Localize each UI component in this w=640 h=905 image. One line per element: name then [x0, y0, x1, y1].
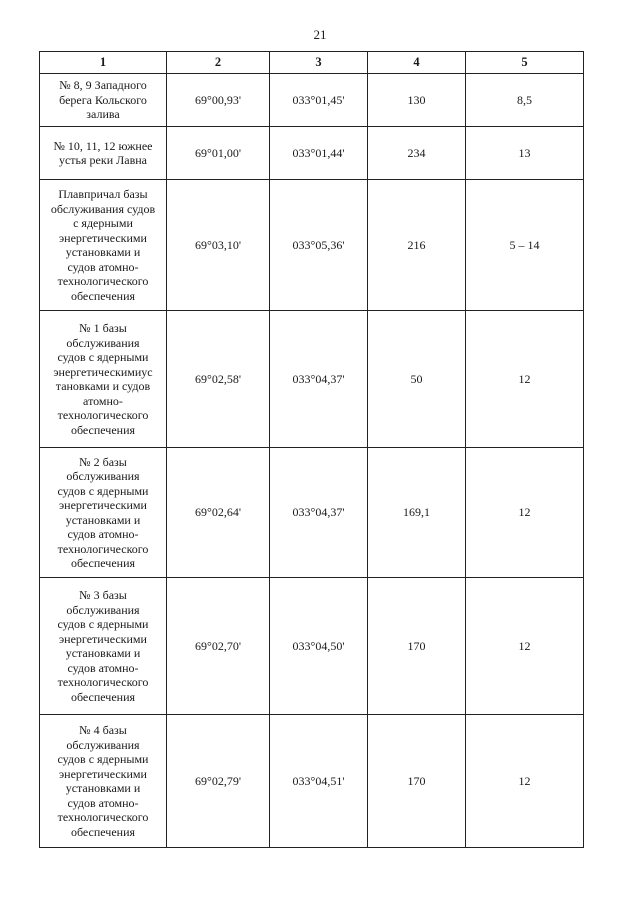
table-row — [40, 715, 584, 848]
value-cell-4: 170 — [368, 715, 466, 848]
longitude-cell: 033°04,37' — [270, 448, 368, 578]
value-cell-5: 12 — [466, 715, 584, 848]
latitude-cell: 69°02,70' — [167, 578, 270, 715]
table-row — [40, 578, 584, 715]
object-name-line: обслуживания — [66, 737, 140, 752]
object-name-line: судов атомно- — [67, 795, 139, 810]
object-name-line: устья реки Лавна — [58, 153, 148, 167]
object-name-line: технологического — [57, 274, 149, 288]
object-name-line: энергетическими — [59, 631, 147, 646]
value-cell-5: 12 — [466, 578, 584, 715]
object-name-cell — [40, 180, 167, 311]
value-cell-4: 216 — [368, 180, 466, 311]
table-header-row — [40, 52, 584, 74]
latitude-cell: 69°02,64' — [167, 448, 270, 578]
object-name-line: судов с ядерными — [57, 617, 149, 631]
value-cell-4: 169,1 — [368, 448, 466, 578]
object-name-line: обеспечения — [70, 422, 136, 437]
object-name-line: установками и — [65, 781, 141, 795]
object-name-line: судов атомно- — [67, 259, 139, 274]
latitude-cell: 69°02,79' — [167, 715, 270, 848]
data-table — [39, 51, 584, 848]
table-row — [40, 180, 584, 311]
object-name-line: энергетическими — [59, 766, 147, 781]
object-name-line: с ядерными — [73, 216, 133, 230]
table-row — [40, 448, 584, 578]
object-name-line: установками и — [65, 646, 141, 660]
object-name-line: № 1 базы — [79, 321, 127, 335]
object-name-line: атомно- — [83, 393, 123, 408]
object-name-line: технологического — [57, 810, 149, 824]
object-name-line: обслуживания — [66, 335, 140, 350]
object-name-line: обеспечения — [70, 288, 136, 303]
object-name-line: энергетическими — [59, 498, 147, 512]
object-name-line: Плавпричал базы — [58, 187, 148, 201]
value-cell-5: 12 — [466, 448, 584, 578]
value-cell-5: 13 — [466, 127, 584, 180]
value-cell-4: 170 — [368, 578, 466, 715]
object-name-line: обеспечения — [70, 556, 136, 570]
object-name-line: № 4 базы — [79, 723, 127, 737]
object-name-line: установками и — [65, 245, 141, 259]
latitude-cell: 69°01,00' — [167, 127, 270, 180]
value-cell-4: 50 — [368, 311, 466, 448]
object-name-line: обслуживания — [66, 469, 140, 483]
object-name-cell — [40, 715, 167, 848]
table-row — [40, 74, 584, 127]
object-name-line: обслуживания — [66, 602, 140, 617]
value-cell-5: 12 — [466, 311, 584, 448]
object-name-line: обслуживания судов — [50, 201, 156, 216]
object-name-cell — [40, 448, 167, 578]
longitude-cell: 033°01,45' — [270, 74, 368, 127]
object-name-line: № 8, 9 Западного — [59, 78, 147, 93]
column-header-5: 5 — [466, 52, 584, 74]
longitude-cell: 033°04,50' — [270, 578, 368, 715]
object-name-cell — [40, 74, 167, 127]
object-name-line: судов атомно- — [67, 660, 139, 675]
object-name-line: энергетическими — [59, 230, 147, 245]
value-cell-4: 234 — [368, 127, 466, 180]
value-cell-4: 130 — [368, 74, 466, 127]
longitude-cell: 033°04,51' — [270, 715, 368, 848]
latitude-cell: 69°02,58' — [167, 311, 270, 448]
object-name-line: обеспечения — [70, 824, 136, 839]
object-name-cell — [40, 311, 167, 448]
object-name-line: энергетическимиус — [53, 364, 153, 379]
object-name-line: судов с ядерными — [57, 350, 149, 364]
longitude-cell: 033°04,37' — [270, 311, 368, 448]
value-cell-5: 5 – 14 — [466, 180, 584, 311]
column-header-1: 1 — [40, 52, 167, 74]
object-name-line: судов с ядерными — [57, 752, 149, 766]
object-name-line: технологического — [57, 675, 149, 689]
latitude-cell: 69°03,10' — [167, 180, 270, 311]
object-name-line: судов с ядерными — [57, 483, 149, 498]
column-header-3: 3 — [270, 52, 368, 74]
object-name-cell — [40, 578, 167, 715]
table-row — [40, 311, 584, 448]
longitude-cell: 033°05,36' — [270, 180, 368, 311]
latitude-cell: 69°00,93' — [167, 74, 270, 127]
table-body — [40, 74, 584, 848]
value-cell-5: 8,5 — [466, 74, 584, 127]
object-name-line: технологического — [57, 541, 149, 556]
object-name-line: технологического — [57, 408, 149, 422]
object-name-line: судов атомно- — [67, 527, 139, 541]
page-number: 21 — [313, 27, 327, 42]
object-name-line: № 3 базы — [79, 588, 127, 602]
object-name-line: установками и — [65, 512, 141, 527]
longitude-cell: 033°01,44' — [270, 127, 368, 180]
object-name-line: № 10, 11, 12 южнее — [53, 138, 153, 153]
object-name-line: обеспечения — [70, 689, 136, 704]
table-row — [40, 127, 584, 180]
object-name-line: тановками и судов — [55, 379, 151, 393]
column-header-2: 2 — [167, 52, 270, 74]
object-name-line: № 2 базы — [79, 454, 127, 469]
object-name-line: берега Кольского — [59, 92, 147, 107]
column-header-4: 4 — [368, 52, 466, 74]
object-name-cell — [40, 127, 167, 180]
object-name-line: залива — [86, 107, 120, 122]
